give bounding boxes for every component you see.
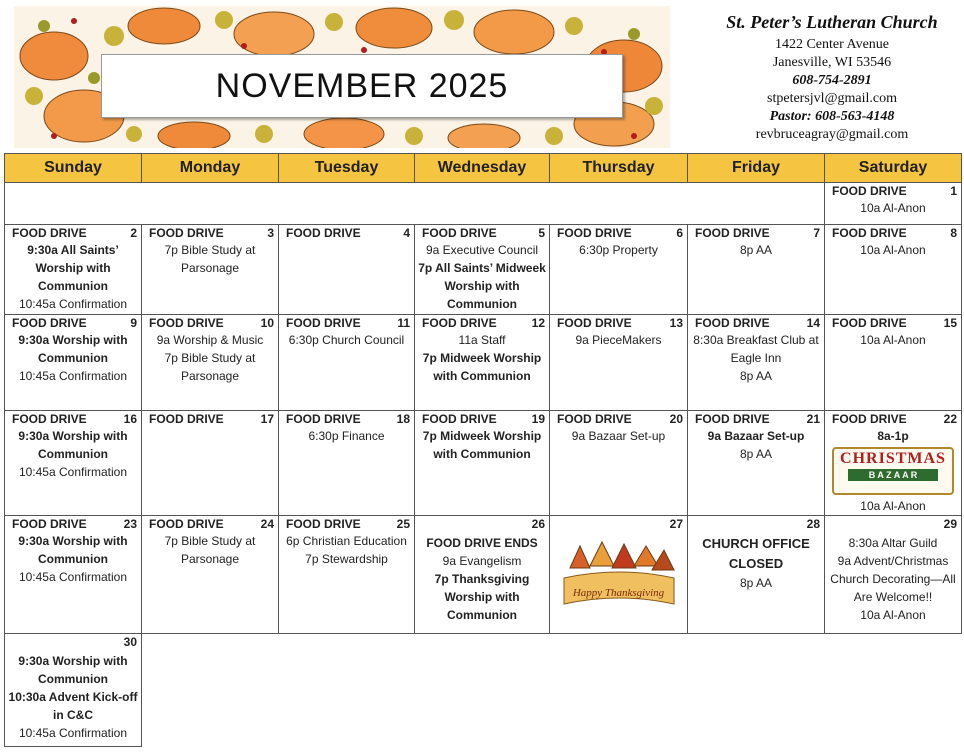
event-text: 9:30a Worship with Communion: [18, 654, 128, 686]
day-number: 29: [943, 517, 957, 531]
food-drive-label: FOOD DRIVE: [695, 316, 770, 330]
event-text: 11a Staff: [458, 333, 506, 347]
calendar-grid: [4, 153, 962, 747]
day-cell-content: [415, 315, 549, 410]
day-cell: [415, 516, 550, 634]
day-number: 3: [267, 226, 274, 240]
empty-cells: [142, 634, 962, 747]
week-row: [5, 183, 962, 225]
event-text: 8p AA: [739, 447, 773, 461]
day-events: [5, 183, 824, 199]
event-text: 9a Evangelism: [442, 554, 522, 568]
day-number: 6: [676, 226, 683, 240]
day-number: 30: [123, 635, 137, 649]
day-number: 15: [943, 316, 957, 330]
page-title: NOVEMBER 2025: [215, 66, 509, 105]
day-cell-content: [279, 225, 414, 314]
day-cell: [5, 183, 825, 225]
header-sunday: Sunday: [5, 154, 142, 183]
food-drive-label: FOOD DRIVE: [12, 517, 87, 531]
calendar-body: [5, 183, 962, 747]
bazaar-logo-text: B A Z A A R: [848, 469, 938, 481]
day-cell: [825, 183, 962, 225]
church-address-2: Janesville, WI 53546: [772, 55, 892, 70]
day-number: 23: [123, 517, 137, 531]
event-text: 10:45a Confirmation: [18, 726, 128, 740]
event-text: 6p Christian Education: [286, 534, 407, 548]
church-phone: 608-754-2891: [792, 73, 872, 88]
christmas-logo-text: CHRISTMAS: [840, 450, 946, 467]
food-drive-label: FOOD DRIVE: [12, 226, 87, 240]
day-number: 8: [950, 226, 957, 240]
day-cell-content: [5, 183, 824, 224]
event-text: 7p Midweek Worship with Communion: [422, 351, 542, 383]
event-text: 10a Al-Anon: [860, 201, 926, 215]
day-number: 10: [260, 316, 274, 330]
day-cell-content: [142, 516, 278, 633]
event-text: 10a Al-Anon: [860, 243, 926, 257]
event-text: 9a Executive Council: [425, 243, 539, 257]
day-cell-content: [142, 411, 278, 515]
church-address-1: 1422 Center Avenue: [774, 37, 890, 52]
event-text: 9a Advent/Christmas Church Decorating—All Are Welcome!!: [830, 554, 956, 604]
day-cell-content: [688, 516, 824, 633]
week-row: [5, 225, 962, 315]
day-events: [415, 516, 549, 624]
christmas-bazaar-logo: [832, 447, 954, 495]
day-number: 27: [669, 517, 683, 531]
header-tuesday: Tuesday: [279, 154, 415, 183]
day-cell-content: [825, 516, 961, 633]
thanksgiving-text: Happy Thanksgiving: [572, 587, 665, 599]
event-text: 8p AA: [739, 243, 773, 257]
day-cell-content: [550, 315, 687, 410]
event-text: 8:30a Breakfast Club at Eagle Inn: [693, 333, 819, 365]
day-cell: [5, 516, 142, 634]
event-text: 8p AA: [739, 369, 773, 383]
food-drive-label: FOOD DRIVE: [557, 412, 632, 426]
food-drive-label: FOOD DRIVE: [422, 226, 497, 240]
day-events: [825, 411, 961, 515]
day-number: 24: [260, 517, 274, 531]
week-row: [5, 516, 962, 634]
food-drive-label: FOOD DRIVE: [286, 226, 361, 240]
event-text: 10:45a Confirmation: [18, 369, 128, 383]
day-cell: [142, 315, 279, 411]
day-cell: [415, 225, 550, 315]
day-cell: [142, 516, 279, 634]
day-cell-content: [5, 315, 141, 410]
event-text: 8p AA: [739, 576, 773, 590]
header-thursday: Thursday: [550, 154, 688, 183]
header-saturday: Saturday: [825, 154, 962, 183]
food-drive-label: FOOD DRIVE: [422, 316, 497, 330]
pastor-email[interactable]: revbruceagray@gmail.com: [755, 127, 909, 142]
day-cell: [142, 411, 279, 516]
church-email[interactable]: stpetersjvl@gmail.com: [767, 91, 897, 106]
day-cell-content: [5, 411, 141, 515]
food-drive-label: FOOD DRIVE: [832, 226, 907, 240]
day-events: [825, 516, 961, 624]
day-cell-content: [5, 634, 141, 746]
day-cell: [825, 411, 962, 516]
day-cell-content: [688, 411, 824, 515]
day-cell-content: [279, 516, 414, 633]
food-drive-label: FOOD DRIVE: [286, 412, 361, 426]
day-cell-content: [688, 225, 824, 314]
day-number: 4: [403, 226, 410, 240]
weekday-header-row: [5, 154, 962, 183]
day-cell: [688, 225, 825, 315]
event-text: 6:30p Finance: [308, 429, 385, 443]
day-cell: [688, 411, 825, 516]
day-number: 9: [130, 316, 137, 330]
day-cell: [279, 411, 415, 516]
week-row: [5, 315, 962, 411]
day-number: 14: [806, 316, 820, 330]
food-drive-label: FOOD DRIVE: [149, 226, 224, 240]
day-cell-content: [825, 183, 961, 224]
event-text: 9:30a Worship with Communion: [18, 429, 128, 461]
event-text: 7p Stewardship: [305, 552, 388, 566]
day-number: 12: [531, 316, 545, 330]
day-number: 17: [260, 412, 274, 426]
food-drive-label: FOOD DRIVE: [149, 517, 224, 531]
header-wednesday: Wednesday: [415, 154, 550, 183]
day-cell-content: [825, 315, 961, 410]
event-text: FOOD DRIVE ENDS: [426, 536, 538, 550]
day-cell: [550, 411, 688, 516]
day-number: 16: [123, 412, 137, 426]
food-drive-label: FOOD DRIVE: [832, 184, 907, 198]
day-cell: [5, 315, 142, 411]
food-drive-label: FOOD DRIVE: [557, 226, 632, 240]
event-text: 8a-1p: [877, 429, 909, 443]
thanksgiving-leaves-icon: [560, 538, 678, 618]
food-drive-label: FOOD DRIVE: [832, 412, 907, 426]
day-cell-content: [688, 315, 824, 410]
food-drive-label: FOOD DRIVE: [12, 316, 87, 330]
event-text: 6:30p Church Council: [288, 333, 405, 347]
event-text: 7p All Saints’ Midweek Worship with Communion: [418, 261, 546, 311]
event-text: CHURCH OFFICE CLOSED: [702, 536, 810, 571]
header-monday: Monday: [142, 154, 279, 183]
day-number: 25: [396, 517, 410, 531]
event-text: 9a PieceMakers: [575, 333, 662, 347]
food-drive-label: FOOD DRIVE: [286, 517, 361, 531]
event-text: 8:30a Altar Guild: [848, 536, 938, 550]
event-text: 9:30a All Saints’ Worship with Communion: [27, 243, 119, 293]
event-text: 10:45a Confirmation: [18, 570, 128, 584]
event-text: 9a Bazaar Set-up: [707, 429, 805, 443]
day-cell-content: [550, 516, 687, 633]
day-cell: [688, 516, 825, 634]
autumn-leaves-banner: [14, 6, 670, 148]
event-text: 7p Bible Study at Parsonage: [164, 534, 256, 566]
day-number: 19: [531, 412, 545, 426]
thanksgiving-illustration: [560, 538, 678, 618]
event-text: 6:30p Property: [579, 243, 658, 257]
day-cell: [279, 516, 415, 634]
week-row: [5, 411, 962, 516]
day-number: 11: [397, 316, 410, 330]
day-cell: [825, 516, 962, 634]
week-row: [5, 634, 962, 747]
food-drive-label: FOOD DRIVE: [832, 316, 907, 330]
event-text: 10a Al-Anon: [860, 333, 926, 347]
day-number: 13: [669, 316, 683, 330]
event-text: 7p Bible Study at Parsonage: [164, 243, 256, 275]
event-text: 10a Al-Anon: [860, 499, 926, 513]
day-cell: [550, 516, 688, 634]
day-number: 2: [130, 226, 137, 240]
day-cell: [550, 315, 688, 411]
day-cell-content: [279, 411, 414, 515]
day-number: 18: [396, 412, 410, 426]
day-cell-content: [415, 516, 549, 633]
day-number: 5: [538, 226, 545, 240]
event-text: 7p Bible Study at Parsonage: [164, 351, 256, 383]
event-text: 9a Bazaar Set-up: [571, 429, 666, 443]
food-drive-label: FOOD DRIVE: [149, 316, 224, 330]
day-cell: [5, 634, 142, 747]
day-number: 26: [531, 517, 545, 531]
day-cell: [415, 315, 550, 411]
event-text: 10:30a Advent Kick-off in C&C: [8, 690, 138, 722]
day-cell-content: [825, 411, 961, 515]
food-drive-label: FOOD DRIVE: [557, 316, 632, 330]
event-text: 10:45a Confirmation: [18, 297, 128, 311]
day-number: 1: [950, 184, 957, 198]
day-number: 22: [943, 412, 957, 426]
day-cell: [825, 315, 962, 411]
day-cell-content: [415, 225, 549, 314]
day-cell: [825, 225, 962, 315]
day-cell-content: [279, 315, 414, 410]
food-drive-label: FOOD DRIVE: [149, 412, 224, 426]
day-cell: [142, 225, 279, 315]
day-cell-content: [415, 411, 549, 515]
day-events: [5, 634, 141, 742]
event-text: 7p Thanksgiving Worship with Communion: [434, 572, 530, 622]
day-cell-content: [142, 315, 278, 410]
church-info: [700, 12, 964, 144]
day-cell-content: [550, 225, 687, 314]
church-name: St. Peter’s Lutheran Church: [726, 12, 938, 32]
day-cell: [5, 411, 142, 516]
food-drive-label: FOOD DRIVE: [422, 412, 497, 426]
pastor-phone: Pastor: 608-563-4148: [769, 109, 895, 124]
day-cell: [279, 315, 415, 411]
food-drive-label: FOOD DRIVE: [695, 412, 770, 426]
title-box: [101, 54, 623, 118]
event-text: 9:30a Worship with Communion: [18, 333, 128, 365]
event-text: 10:45a Confirmation: [18, 465, 128, 479]
event-text: 7p Midweek Worship with Communion: [422, 429, 542, 461]
day-number: 20: [669, 412, 683, 426]
day-cell: [688, 315, 825, 411]
day-cell-content: [142, 225, 278, 314]
day-cell-content: [5, 516, 141, 633]
day-cell-content: [825, 225, 961, 314]
food-drive-label: FOOD DRIVE: [286, 316, 361, 330]
day-cell-content: [5, 225, 141, 314]
food-drive-label: FOOD DRIVE: [12, 412, 87, 426]
day-cell: [279, 225, 415, 315]
food-drive-label: FOOD DRIVE: [695, 226, 770, 240]
day-number: 7: [813, 226, 820, 240]
event-text: 9:30a Worship with Communion: [18, 534, 128, 566]
day-number: 21: [806, 412, 820, 426]
header-friday: Friday: [688, 154, 825, 183]
day-cell: [5, 225, 142, 315]
day-events: [688, 516, 824, 592]
day-cell-content: [550, 411, 687, 515]
day-cell: [550, 225, 688, 315]
day-events: [550, 516, 687, 618]
day-cell: [415, 411, 550, 516]
day-number: 28: [806, 517, 820, 531]
event-text: 10a Al-Anon: [860, 608, 926, 622]
event-text: 9a Worship & Music: [156, 333, 264, 347]
